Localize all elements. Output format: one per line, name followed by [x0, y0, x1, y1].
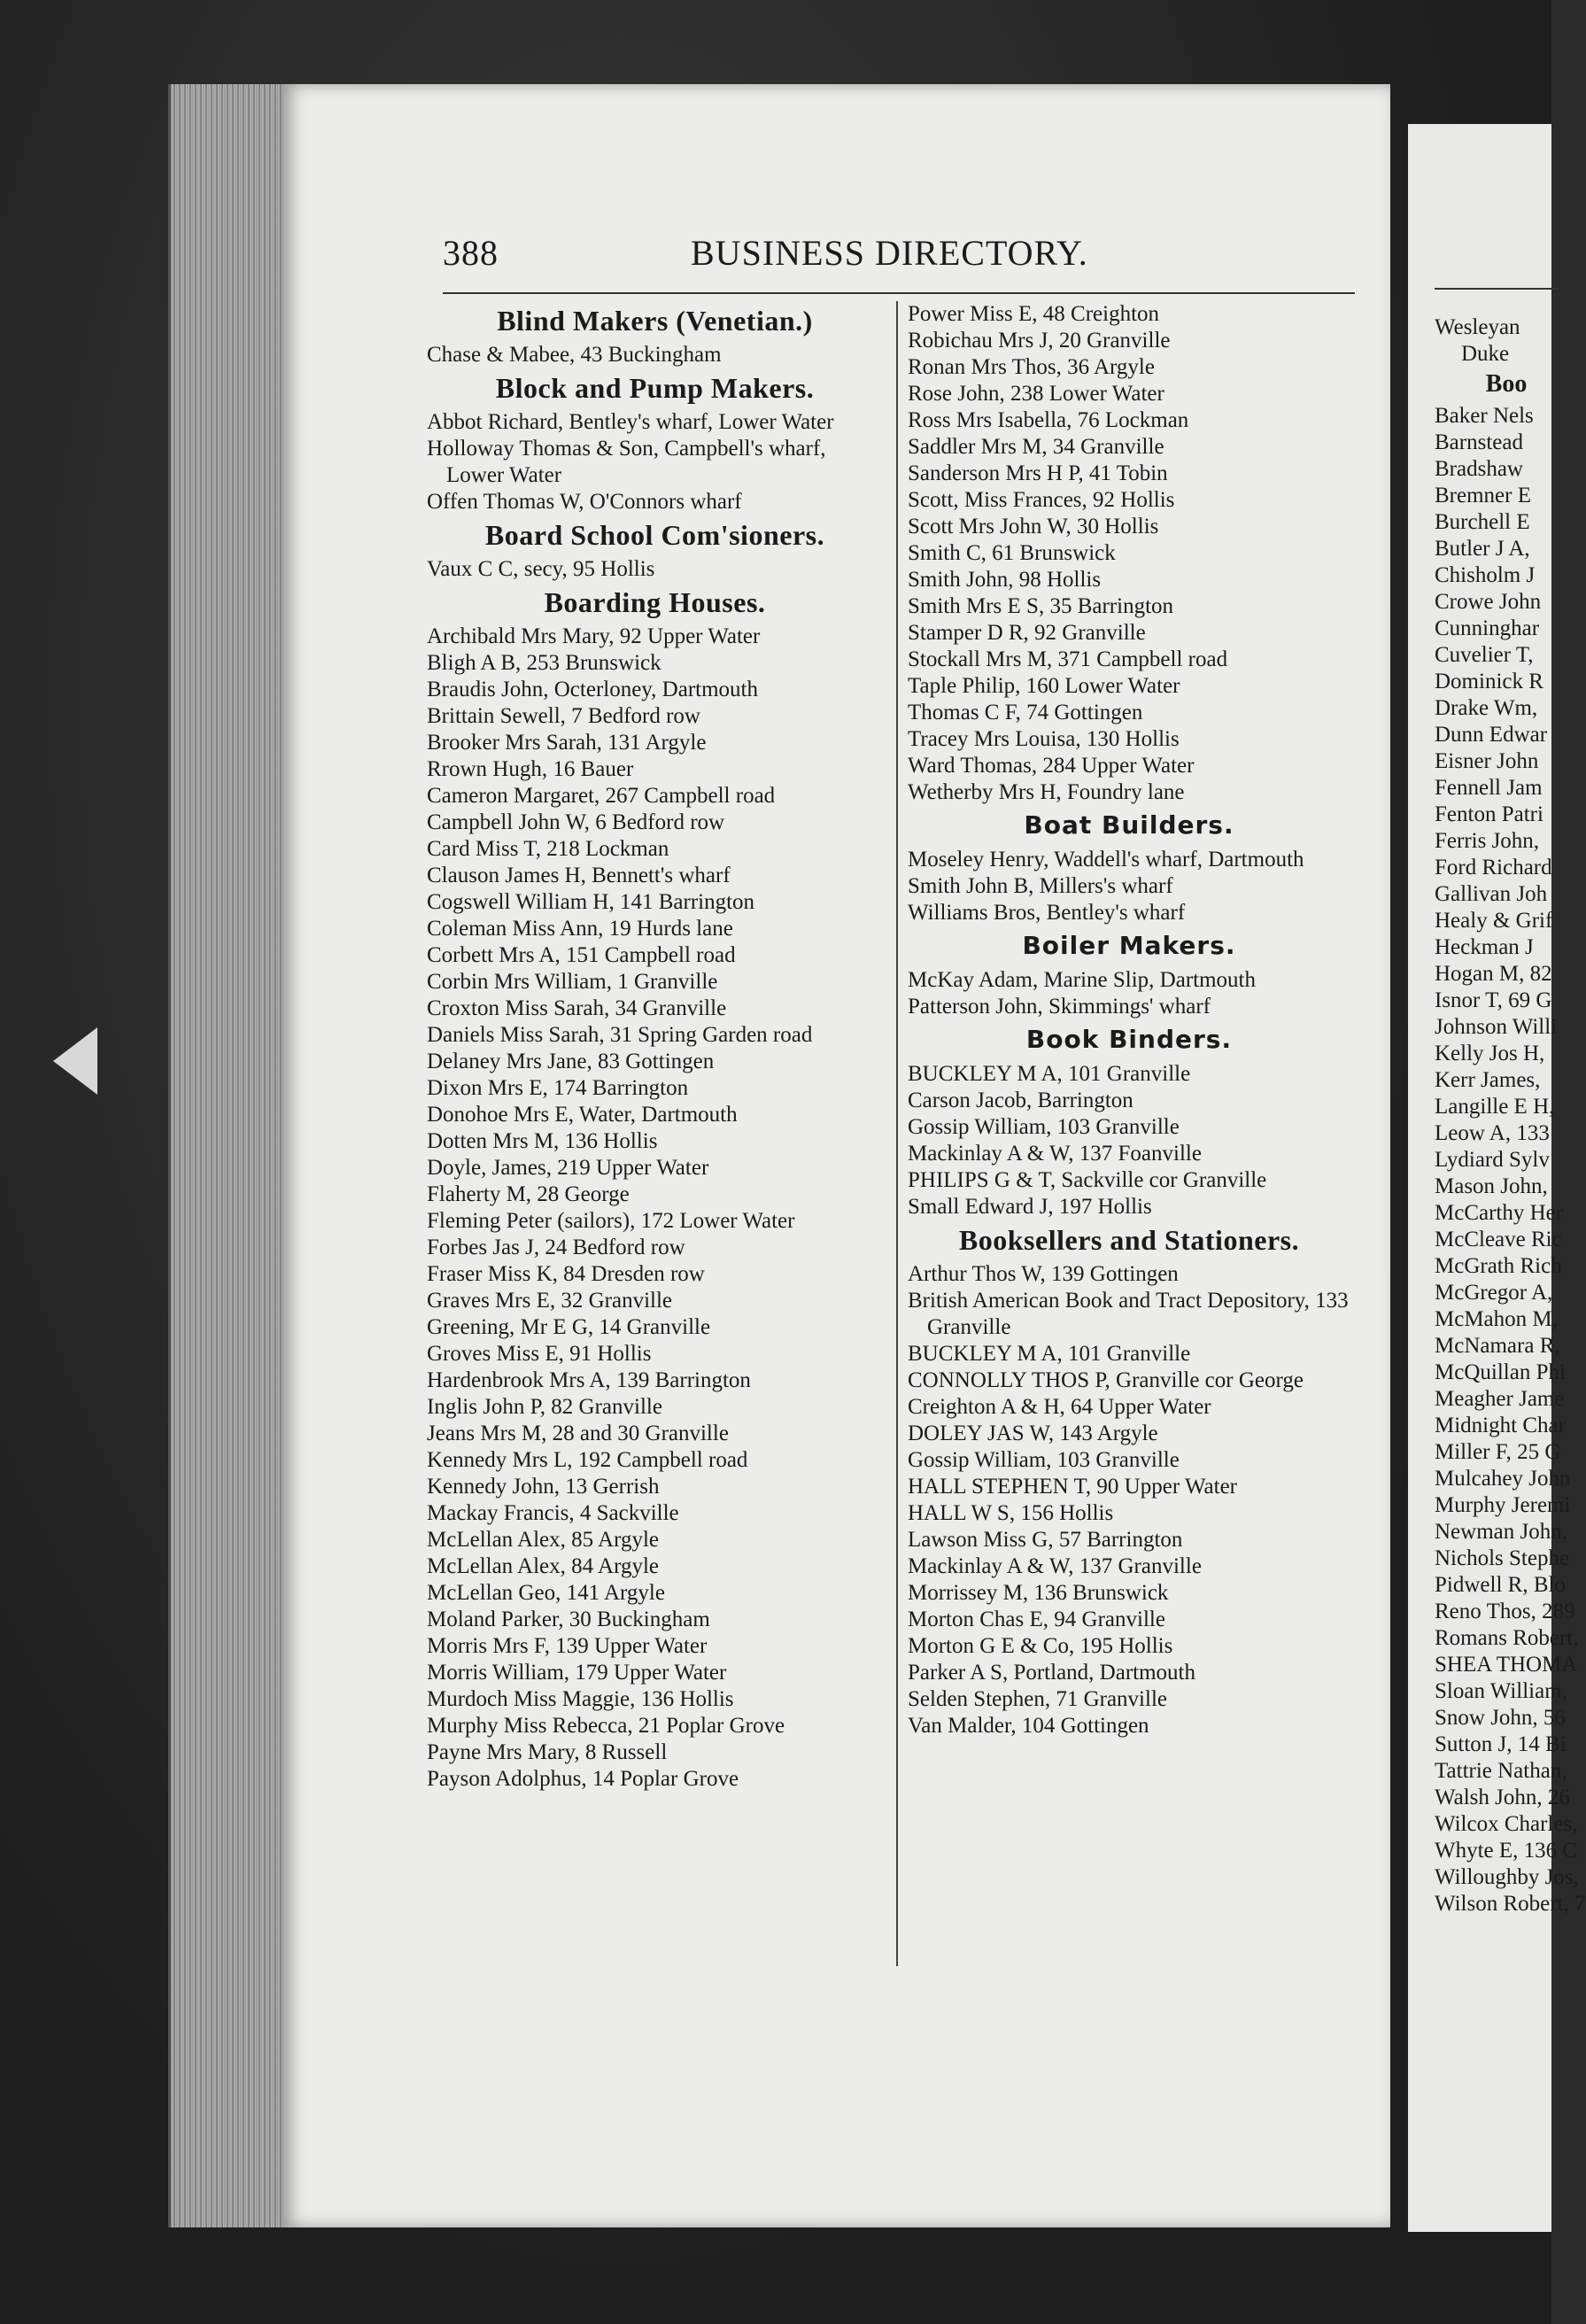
directory-section: [908, 1022, 1350, 1220]
directory-entry: Payson Adolphus, 14 Poplar Grove: [427, 1767, 739, 1791]
directory-entry: Tracey Mrs Louisa, 130 Hollis: [908, 727, 1180, 751]
directory-section: [908, 301, 1350, 806]
directory-entry: Mackay Francis, 4 Sackville: [427, 1501, 679, 1525]
directory-entry: Saddler Mrs M, 34 Granville: [908, 435, 1164, 459]
directory-entry: Taple Philip, 160 Lower Water: [908, 674, 1180, 698]
facing-entry: Langille E H,: [1435, 1095, 1555, 1119]
facing-entry: Crowe John: [1435, 590, 1542, 614]
directory-entry: Clauson James H, Bennett's wharf: [427, 864, 731, 887]
facing-entry: Gallivan Joh: [1435, 882, 1548, 906]
directory-entry: BUCKLEY M A, 101 Granville: [908, 1062, 1191, 1086]
directory-entry: Morris William, 179 Upper Water: [427, 1661, 727, 1685]
directory-entry: Donohoe Mrs E, Water, Dartmouth: [427, 1103, 738, 1127]
directory-entry: Delaney Mrs Jane, 83 Gottingen: [427, 1050, 715, 1073]
facing-entry: Bremner E: [1435, 484, 1531, 507]
directory-entry: Abbot Richard, Bentley's wharf, Lower Water: [427, 410, 834, 434]
facing-section-heading: Boo: [1485, 370, 1528, 398]
facing-entry: Whyte E, 136 C: [1435, 1839, 1578, 1863]
facing-entry: Meagher Jame: [1435, 1387, 1565, 1411]
facing-entry: Johnson Willi: [1435, 1015, 1558, 1039]
facing-entry: McGrath Rich: [1435, 1254, 1562, 1278]
directory-entry: Rrown Hugh, 16 Bauer: [427, 757, 634, 781]
directory-entry: Gossip William, 103 Granville: [908, 1115, 1180, 1139]
directory-entry: Patterson John, Skimmings' wharf: [908, 995, 1211, 1019]
section-heading: Boarding Houses.: [544, 586, 766, 618]
directory-section: [908, 1222, 1350, 1739]
facing-entry: Cunninghar: [1435, 616, 1540, 640]
directory-entry: Daniels Miss Sarah, 31 Spring Garden road: [427, 1023, 813, 1047]
directory-entry: HALL W S, 156 Hollis: [908, 1501, 1114, 1525]
facing-entry: Kerr James,: [1435, 1068, 1541, 1092]
directory-entry: Brooker Mrs Sarah, 131 Argyle: [427, 731, 707, 755]
facing-entry: Murphy Jeremi: [1435, 1493, 1571, 1517]
facing-entry: Dunn Edwar: [1435, 723, 1548, 747]
directory-entry: Chase & Mabee, 43 Buckingham: [427, 343, 722, 367]
directory-entry: Morrissey M, 136 Brunswick: [908, 1581, 1169, 1605]
directory-entry: Graves Mrs E, 32 Granville: [427, 1289, 673, 1313]
facing-entry: Wilson Robert, 7: [1435, 1892, 1586, 1916]
facing-entry: Bradshaw: [1435, 457, 1523, 481]
directory-entry: Archibald Mrs Mary, 92 Upper Water: [427, 624, 761, 648]
directory-entry: Small Edward J, 197 Hollis: [908, 1195, 1152, 1219]
page-title: BUSINESS DIRECTORY.: [691, 233, 1088, 273]
directory-entry: Rose John, 238 Lower Water: [908, 382, 1164, 406]
directory-entry: Flaherty M, 28 George: [427, 1182, 630, 1206]
facing-entry: Ford Richard: [1435, 856, 1552, 879]
directory-entry: Cameron Margaret, 267 Campbell road: [427, 784, 776, 808]
directory-section: [427, 585, 883, 1793]
directory-entry: Ward Thomas, 284 Upper Water: [908, 754, 1195, 778]
directory-entry: Creighton A & H, 64 Upper Water: [908, 1395, 1211, 1419]
directory-entry: Power Miss E, 48 Creighton: [908, 302, 1160, 326]
facing-entry: Dominick R: [1435, 670, 1543, 693]
facing-entry: Miller F, 25 G: [1435, 1440, 1561, 1464]
facing-entry: Sutton J, 14 Bi: [1435, 1732, 1567, 1756]
directory-entry: Smith Mrs E S, 35 Barrington: [908, 594, 1174, 618]
directory-entry: DOLEY JAS W, 143 Argyle: [908, 1422, 1158, 1445]
facing-entry: McNamara R,: [1435, 1334, 1560, 1358]
facing-entry: Wilcox Charles,: [1435, 1812, 1578, 1836]
directory-entry: Smith C, 61 Brunswick: [908, 541, 1116, 565]
facing-page: [1408, 124, 1586, 2232]
directory-entry: Stamper D R, 92 Granville: [908, 621, 1146, 645]
facing-entry: Mason John,: [1435, 1174, 1548, 1198]
facing-entry: Healy & Grif: [1435, 909, 1553, 933]
directory-entry: Scott, Miss Frances, 92 Hollis: [908, 488, 1175, 512]
directory-entry: Morton Chas E, 94 Granville: [908, 1607, 1165, 1631]
section-heading: Blind Makers (Venetian.): [497, 305, 813, 337]
facing-entry: McMahon M,: [1435, 1307, 1558, 1331]
right-column: [1408, 314, 1586, 1917]
facing-entry: Wesleyan: [1435, 315, 1520, 339]
directory-entry: Ross Mrs Isabella, 76 Lockman: [908, 408, 1189, 432]
directory-entry: Arthur Thos W, 139 Gottingen: [908, 1262, 1179, 1286]
directory-entry: Murdoch Miss Maggie, 136 Hollis: [427, 1687, 734, 1711]
directory-entry: CONNOLLY THOS P, Granville cor George: [908, 1368, 1304, 1392]
facing-entry: Mulcahey John: [1435, 1467, 1571, 1491]
directory-entry: Moland Parker, 30 Buckingham: [427, 1607, 710, 1631]
facing-entry: McCleave Ric: [1435, 1228, 1562, 1251]
facing-entry: Eisner John: [1435, 749, 1539, 773]
directory-entry: Holloway Thomas & Son, Campbell's wharf, Lower Water: [427, 437, 826, 487]
facing-entry: Tattrie Nathan,: [1435, 1759, 1567, 1783]
directory-entry: Moseley Henry, Waddell's wharf, Dartmouth: [908, 848, 1304, 872]
directory-entry: Parker A S, Portland, Dartmouth: [908, 1661, 1195, 1685]
facing-entry: Barnstead: [1435, 430, 1523, 454]
directory-entry: HALL STEPHEN T, 90 Upper Water: [908, 1475, 1237, 1499]
header-rule: [443, 292, 1355, 294]
directory-entry: Croxton Miss Sarah, 34 Granville: [427, 996, 727, 1020]
directory-entry: Lawson Miss G, 57 Barrington: [908, 1528, 1183, 1552]
facing-entry: Heckman J: [1435, 935, 1534, 959]
directory-entry: Mackinlay A & W, 137 Foanville: [908, 1142, 1202, 1166]
directory-entry: Carson Jacob, Barrington: [908, 1088, 1133, 1112]
facing-entry: Hogan M, 82: [1435, 962, 1552, 986]
directory-entry: Wetherby Mrs H, Foundry lane: [908, 780, 1185, 804]
directory-section: [427, 370, 883, 515]
facing-entry: Duke: [1461, 342, 1510, 366]
directory-entry: Thomas C F, 74 Gottingen: [908, 701, 1143, 724]
directory-entry: Morton G E & Co, 195 Hollis: [908, 1634, 1173, 1658]
facing-entry: Ferris John,: [1435, 829, 1540, 853]
directory-entry: PHILIPS G & T, Sackville cor Granville: [908, 1168, 1267, 1192]
directory-entry: Groves Miss E, 91 Hollis: [427, 1342, 652, 1366]
directory-entry: Payne Mrs Mary, 8 Russell: [427, 1740, 668, 1764]
facing-entry: Fennell Jam: [1435, 776, 1543, 800]
directory-entry: Dotten Mrs M, 136 Hollis: [427, 1129, 658, 1153]
directory-entry: Bligh A B, 253 Brunswick: [427, 651, 661, 675]
directory-entry: Coleman Miss Ann, 19 Hurds lane: [427, 917, 733, 941]
facing-entry: Midnight Char: [1435, 1414, 1566, 1437]
directory-entry: Brittain Sewell, 7 Bedford row: [427, 704, 700, 728]
facing-entry: Willoughby Jos,: [1435, 1865, 1579, 1889]
section-heading: Boat Builders.: [1024, 810, 1234, 840]
page-tab-marker: [53, 1027, 97, 1095]
facing-entry: McGregor A,: [1435, 1281, 1553, 1305]
directory-entry: Inglis John P, 82 Granville: [427, 1395, 662, 1419]
facing-entry: Isnor T, 69 G: [1435, 988, 1552, 1012]
facing-entry: Fenton Patri: [1435, 802, 1543, 826]
facing-entry: Nichols Stephe: [1435, 1546, 1570, 1570]
directory-entry: Scott Mrs John W, 30 Hollis: [908, 515, 1159, 538]
facing-entry: Pidwell R, Blo: [1435, 1573, 1566, 1597]
directory-entry: Gossip William, 103 Granville: [908, 1448, 1180, 1472]
directory-entry: Corbett Mrs A, 151 Campbell road: [427, 943, 736, 967]
directory-entry: Corbin Mrs William, 1 Granville: [427, 970, 718, 994]
directory-entry: Cogswell William H, 141 Barrington: [427, 890, 755, 914]
directory-entry: Forbes Jas J, 24 Bedford row: [427, 1236, 685, 1259]
directory-entry: Stockall Mrs M, 371 Campbell road: [908, 647, 1228, 671]
directory-entry: Sanderson Mrs H P, 41 Tobin: [908, 461, 1168, 485]
directory-entry: Fleming Peter (sailors), 172 Lower Water: [427, 1209, 795, 1233]
directory-entry: Doyle, James, 219 Upper Water: [427, 1156, 709, 1180]
directory-entry: McLellan Geo, 141 Argyle: [427, 1581, 665, 1605]
middle-column: [908, 301, 1350, 1739]
directory-section: [427, 303, 883, 368]
directory-section: [908, 928, 1350, 1020]
directory-entry: Card Miss T, 218 Lockman: [427, 837, 669, 861]
facing-entry: Butler J A,: [1435, 537, 1530, 561]
facing-entry: Baker Nels: [1435, 404, 1534, 428]
directory-section: [908, 808, 1350, 926]
facing-entry: Burchell E: [1435, 510, 1530, 534]
directory-entry: Vaux C C, secy, 95 Hollis: [427, 557, 655, 581]
book-page-edges: [168, 84, 295, 2227]
directory-entry: Selden Stephen, 71 Granville: [908, 1687, 1167, 1711]
directory-entry: Kennedy Mrs L, 192 Campbell road: [427, 1448, 748, 1472]
directory-entry: McLellan Alex, 84 Argyle: [427, 1554, 659, 1578]
facing-page-rule: [1435, 288, 1559, 290]
facing-entry: Cuvelier T,: [1435, 643, 1534, 667]
directory-entry: Dixon Mrs E, 174 Barrington: [427, 1076, 689, 1100]
section-heading: Booksellers and Stationers.: [958, 1224, 1300, 1256]
directory-entry: McLellan Alex, 85 Argyle: [427, 1528, 659, 1552]
section-heading: Book Binders.: [1025, 1025, 1233, 1054]
directory-entry: Hardenbrook Mrs A, 139 Barrington: [427, 1368, 751, 1392]
directory-entry: Braudis John, Octerloney, Dartmouth: [427, 678, 758, 701]
directory-entry: Fraser Miss K, 84 Dresden row: [427, 1262, 705, 1286]
facing-entry: Lydiard Sylv: [1435, 1148, 1550, 1172]
directory-entry: Morris Mrs F, 139 Upper Water: [427, 1634, 708, 1658]
directory-entry: Van Malder, 104 Gottingen: [908, 1714, 1149, 1738]
directory-entry: Greening, Mr E G, 14 Granville: [427, 1315, 711, 1339]
directory-entry: Ronan Mrs Thos, 36 Argyle: [908, 355, 1155, 379]
directory-entry: Smith John B, Millers's wharf: [908, 874, 1173, 898]
page-number: 388: [443, 233, 499, 273]
column-divider: [896, 301, 898, 1966]
section-heading: Block and Pump Makers.: [495, 372, 815, 404]
directory-entry: Murphy Miss Rebecca, 21 Poplar Grove: [427, 1714, 785, 1738]
facing-entry: Drake Wm,: [1435, 696, 1538, 720]
left-column: [427, 301, 883, 1793]
directory-section: [427, 517, 883, 583]
directory-entry: Smith John, 98 Hollis: [908, 568, 1102, 592]
directory-entry: British American Book and Tract Depository, 133 Granville: [908, 1289, 1349, 1339]
facing-entry: Romans Robert,: [1435, 1626, 1579, 1650]
facing-entry: Snow John, 56: [1435, 1706, 1566, 1730]
directory-entry: Offen Thomas W, O'Connors wharf: [427, 490, 742, 514]
directory-entry: Mackinlay A & W, 137 Granville: [908, 1554, 1202, 1578]
section-heading: Boiler Makers.: [1022, 931, 1236, 960]
facing-entry: Walsh John, 26: [1435, 1786, 1570, 1809]
facing-entry: McQuillan Phi: [1435, 1360, 1566, 1384]
directory-entry: Williams Bros, Bentley's wharf: [908, 901, 1186, 925]
facing-entry: Chisholm J: [1435, 563, 1536, 587]
directory-entry: Campbell John W, 6 Bedford row: [427, 810, 725, 834]
facing-entry: SHEA THOMA: [1435, 1653, 1578, 1677]
facing-entry: Reno Thos, 289: [1435, 1600, 1575, 1623]
directory-entry: Jeans Mrs M, 28 and 30 Granville: [427, 1422, 729, 1445]
section-heading: Board School Com'sioners.: [484, 519, 825, 551]
directory-entry: Robichau Mrs J, 20 Granville: [908, 329, 1171, 352]
directory-entry: Kennedy John, 13 Gerrish: [427, 1475, 660, 1499]
facing-entry: Kelly Jos H,: [1435, 1042, 1545, 1065]
facing-entry: Sloan William,: [1435, 1679, 1567, 1703]
facing-entry: McCarthy Her: [1435, 1201, 1564, 1225]
facing-entry: Leow A, 133: [1435, 1121, 1550, 1145]
facing-entry: Newman John,: [1435, 1520, 1567, 1544]
directory-entry: McKay Adam, Marine Slip, Dartmouth: [908, 968, 1256, 992]
directory-entry: BUCKLEY M A, 101 Granville: [908, 1342, 1191, 1366]
